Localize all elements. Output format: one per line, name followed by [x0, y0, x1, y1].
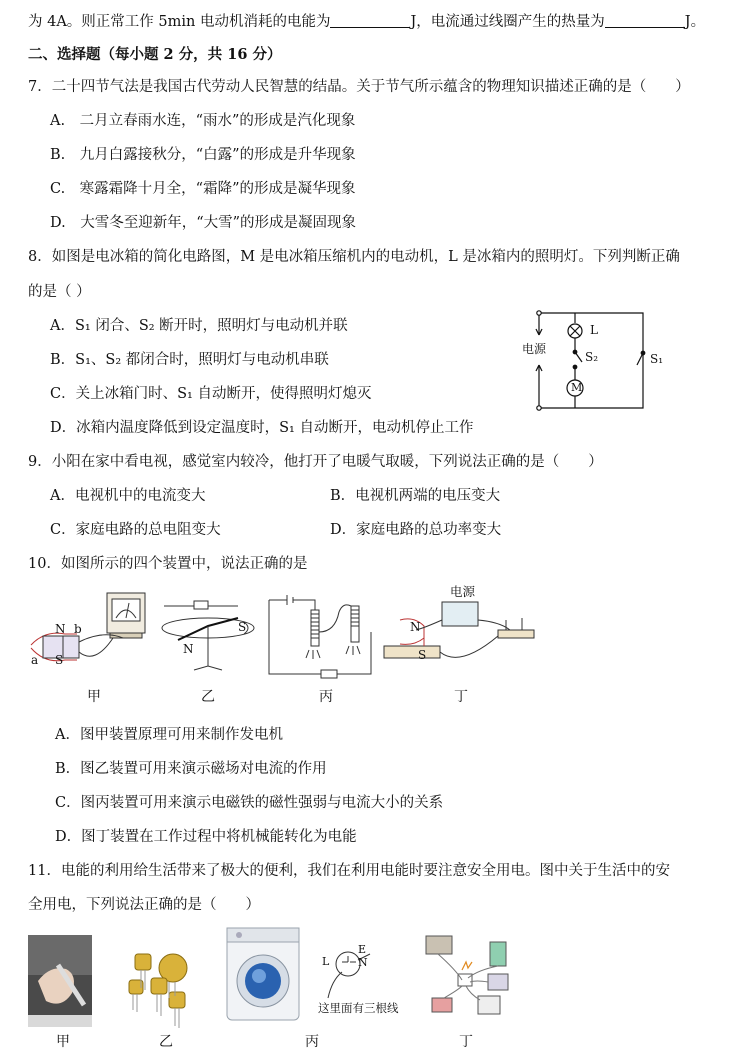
- figure-plug-diagram: [318, 940, 388, 1000]
- figure-test-pen: [28, 935, 92, 1027]
- fig-ding-s-label: S: [418, 648, 427, 662]
- section-title: 二、选择题（每小题 2 分，共 16 分）: [28, 46, 282, 63]
- q11-caption-bing: 丙: [305, 1034, 319, 1050]
- fig-jia-n-label: N: [55, 622, 66, 636]
- q8-stem-line1: 8．如图是电冰箱的简化电路图，M 是电冰箱压缩机内的电动机，L 是冰箱内的照明灯。下列判断正确: [28, 249, 680, 265]
- q10-caption-ding: 丁: [454, 689, 468, 705]
- circuit-lamp-label: L: [590, 323, 598, 337]
- circuit-s2-label: S₂: [585, 350, 599, 364]
- q11-caption-yi: 乙: [159, 1034, 173, 1050]
- q10-caption-yi: 乙: [201, 689, 215, 705]
- circuit-source-label: 电源: [522, 342, 547, 356]
- figure-jia-generator: [25, 590, 155, 680]
- q11-stem-line2: 全用电，下列说法正确的是（ ）: [28, 897, 260, 913]
- fig-yi-n-label: N: [183, 642, 194, 656]
- q10-caption-bing: 丙: [319, 689, 333, 705]
- q9-stem: 9．小阳在家中看电视，感觉室内较冷，他打开了电暖气取暖，下列说法正确的是（ ）: [28, 454, 603, 470]
- fig-ding-n-label: N: [410, 620, 421, 634]
- figure-bing-electromagnet: [265, 592, 385, 682]
- q10-option-d[interactable]: D．图丁装置在工作过程中将机械能转化为电能: [55, 829, 357, 845]
- q8-option-c[interactable]: C．关上冰箱门时、S₁ 自动断开，使得照明灯熄灭: [50, 386, 372, 402]
- fill-question-line: [28, 10, 705, 31]
- figure-fuses: [125, 950, 195, 1030]
- fig-jia-a-label: a: [31, 653, 39, 667]
- q8-stem-line2: 的是（ ）: [28, 284, 91, 300]
- q9-option-d[interactable]: D．家庭电路的总功率变大: [330, 522, 502, 538]
- q11-caption-jia: 甲: [56, 1034, 70, 1050]
- q9-option-a[interactable]: A．电视机中的电流变大: [50, 488, 206, 504]
- fig-ding-power-label: 电源: [450, 584, 476, 599]
- q8-option-b[interactable]: B．S₁、S₂ 都闭合时，照明灯与电动机串联: [50, 352, 329, 368]
- q8-option-d[interactable]: D．冰箱内温度降低到设定温度时，S₁ 自动断开，电动机停止工作: [50, 420, 474, 436]
- figure-washing-machine: [225, 926, 305, 1026]
- figure-overloaded-socket: [418, 930, 518, 1030]
- plug-e-label: E: [358, 943, 367, 956]
- figure-yi-compass: [158, 596, 268, 686]
- plug-note-label: 这里面有三根线: [318, 1001, 399, 1015]
- q10-caption-jia: 甲: [87, 689, 101, 705]
- figure-ding-motor: [380, 590, 540, 680]
- plug-l-label: L: [322, 955, 330, 968]
- fig-jia-s-label: S: [55, 653, 64, 667]
- q10-option-c[interactable]: C．图丙装置可用来演示电磁铁的磁性强弱与电流大小的关系: [55, 795, 444, 811]
- circuit-motor-label: M: [571, 381, 583, 394]
- q7-stem: 7．二十四节气法是我国古代劳动人民智慧的结晶。关于节气所示蕴含的物理知识描述正确的是（ ）: [28, 79, 690, 95]
- q10-stem: 10．如图所示的四个装置中，说法正确的是: [28, 556, 308, 572]
- q7-option-a[interactable]: A. 二月立春雨水连，“雨水”的形成是汽化现象: [50, 113, 356, 129]
- q7-option-d[interactable]: D. 大雪冬至迎新年，“大雪”的形成是凝固现象: [50, 215, 357, 231]
- q11-stem-line1: 11．电能的利用给生活带来了极大的便利，我们在利用电能时要注意安全用电。图中关于生活中的安: [28, 863, 670, 879]
- q11-caption-ding: 丁: [459, 1034, 473, 1050]
- fill-question-unit2: J。: [684, 14, 706, 30]
- q8-option-a[interactable]: A．S₁ 闭合、S₂ 断开时，照明灯与电动机并联: [50, 318, 348, 334]
- plug-n-label: N: [358, 956, 368, 969]
- q9-option-b[interactable]: B．电视机两端的电压变大: [330, 488, 501, 504]
- fig-jia-b-label: b: [74, 622, 82, 636]
- fill-question-text: 为 4A。则正常工作 5min 电动机消耗的电能为: [28, 14, 331, 30]
- fig-yi-s-label: S: [238, 620, 247, 634]
- answer-blank-heat[interactable]: [605, 13, 685, 28]
- q9-option-c[interactable]: C．家庭电路的总电阻变大: [50, 522, 221, 538]
- q7-option-b[interactable]: B. 九月白露接秋分，“白露”的形成是升华现象: [50, 147, 356, 163]
- circuit-s1-label: S₁: [650, 352, 664, 366]
- answer-blank-energy[interactable]: [330, 13, 410, 28]
- fill-question-unit1: J，电流通过线圈产生的热量为: [410, 14, 605, 30]
- q10-option-a[interactable]: A．图甲装置原理可用来制作发电机: [55, 727, 283, 743]
- q7-option-c[interactable]: C. 寒露霜降十月全，“霜降”的形成是凝华现象: [50, 181, 356, 197]
- q10-option-b[interactable]: B．图乙装置可用来演示磁场对电流的作用: [55, 761, 327, 777]
